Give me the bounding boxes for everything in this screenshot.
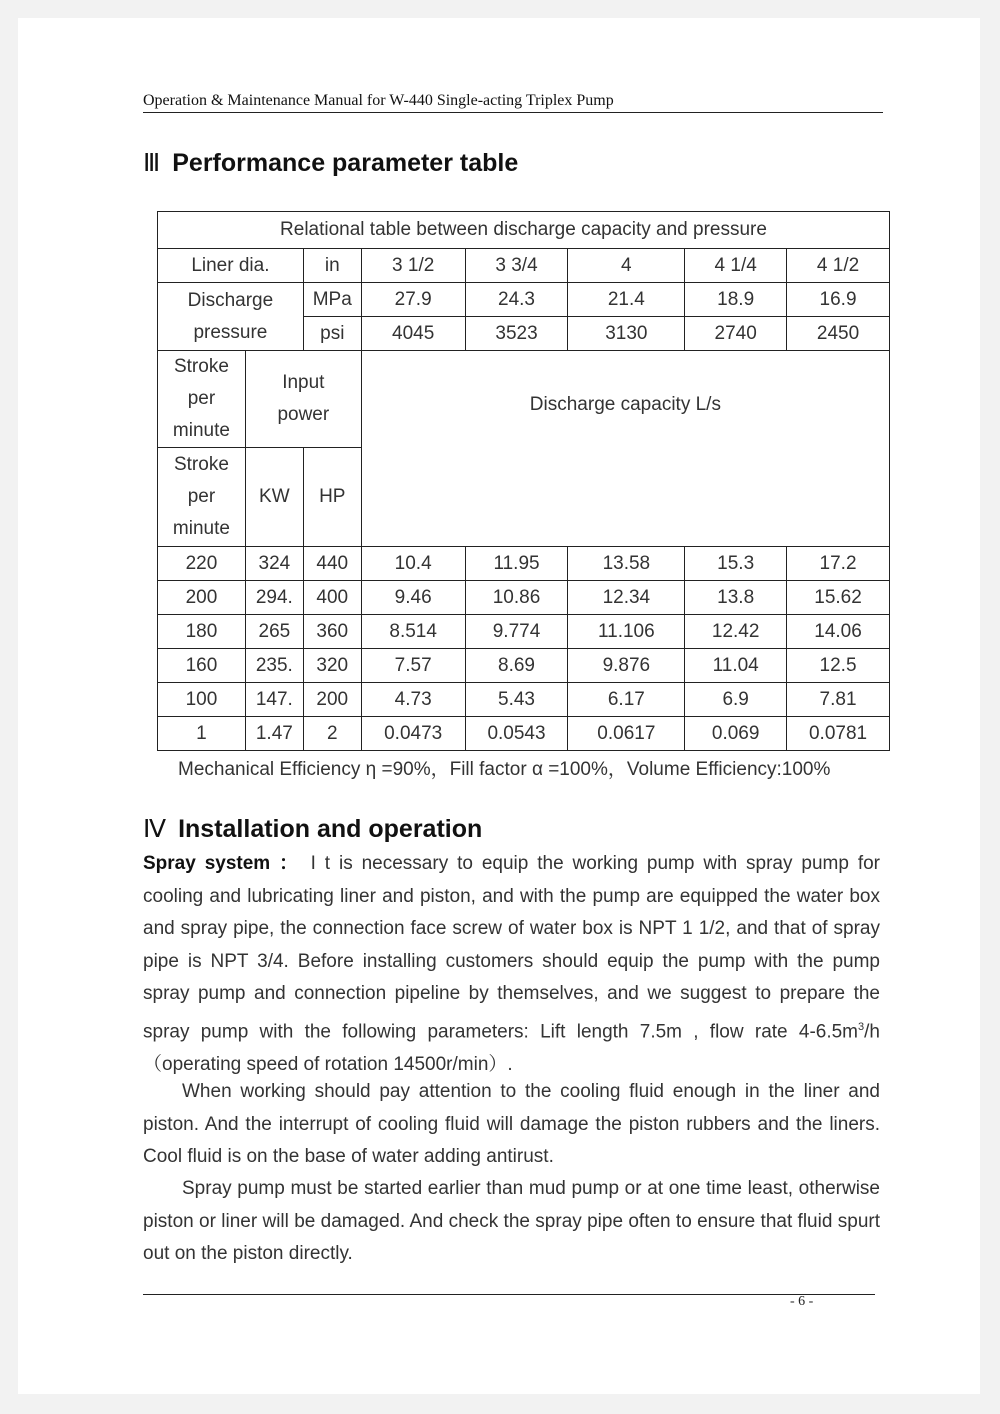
kw-value: 147. <box>245 683 303 717</box>
hp-value: 440 <box>303 547 361 581</box>
hp-value: 200 <box>303 683 361 717</box>
pressure-mpa: 27.9 <box>361 283 465 317</box>
mpa-unit: MPa <box>303 283 361 317</box>
discharge-capacity-label: Discharge capacity L/s <box>361 351 889 547</box>
capacity-value: 12.34 <box>568 581 685 615</box>
capacity-value: 13.8 <box>685 581 787 615</box>
paragraph-cooling: When working should pay attention to the cooling fluid enough in the liner and piston. And the interrupt of cooling fluid will damage the piston rubbers and the liners. Cool fluid is on the base of water adding antirust. <box>143 1081 880 1168</box>
section-title-text: Performance parameter table <box>172 149 519 177</box>
capacity-value: 12.5 <box>787 649 890 683</box>
liner-size: 3 3/4 <box>465 249 568 283</box>
label-line: power <box>277 404 330 425</box>
spm-value: 100 <box>158 683 246 717</box>
label-line: minute <box>172 518 230 539</box>
performance-table <box>157 211 890 751</box>
capacity-value: 0.0617 <box>568 717 685 751</box>
capacity-value: 12.42 <box>685 615 787 649</box>
label-line: minute <box>172 420 230 441</box>
capacity-value: 8.69 <box>465 649 568 683</box>
hp-value: 2 <box>303 717 361 751</box>
paragraph-lead: Spray system ： <box>143 853 302 874</box>
kw-value: 294. <box>245 581 303 615</box>
psi-unit: psi <box>303 317 361 351</box>
capacity-value: 9.46 <box>361 581 465 615</box>
section-heading-installation <box>143 814 482 844</box>
capacity-value: 5.43 <box>465 683 568 717</box>
spm-value: 1 <box>158 717 246 751</box>
paragraph-text: I t is necessary to equip the working pump with spray pump for cooling and lubricating liner and piston, and with the pump are equipped the water box and spray pipe, the connection face screw of water box is NPT 1 1/2, and that of spray pipe is NPT 3/4. Before installing customers should equip the pump with the pump spray pump and connection pipeline by themselves, and we suggest to prepare the spray pump with the following parameters: Lift length 7.5m , flow rate 4-6.5m <box>143 853 880 1043</box>
pressure-psi: 3130 <box>568 317 685 351</box>
table-footnote: Mechanical Efficiency η =90%，Fill factor α =100%，Volume Efficiency:100% <box>178 759 831 780</box>
pressure-psi: 3523 <box>465 317 568 351</box>
footer-divider <box>143 1294 875 1295</box>
liner-size: 4 1/4 <box>685 249 787 283</box>
pressure-mpa: 21.4 <box>568 283 685 317</box>
label-line: Stroke <box>173 356 229 377</box>
pressure-mpa: 18.9 <box>685 283 787 317</box>
liner-unit: in <box>303 249 361 283</box>
kw-value: 324 <box>245 547 303 581</box>
pressure-mpa: 24.3 <box>465 283 568 317</box>
label-line: pressure <box>193 321 268 343</box>
label-line: Stroke <box>173 454 229 475</box>
spm-value: 220 <box>158 547 246 581</box>
capacity-value: 7.57 <box>361 649 465 683</box>
capacity-value: 0.0781 <box>787 717 890 751</box>
capacity-value: 0.0473 <box>361 717 465 751</box>
running-header: Operation & Maintenance Manual for W-440 Single-acting Triplex Pump <box>143 92 883 113</box>
stroke-per-minute-label <box>158 448 246 547</box>
section-heading-performance <box>143 148 518 178</box>
paragraph-spray-system <box>143 848 880 1081</box>
capacity-value: 15.3 <box>685 547 787 581</box>
capacity-value: 11.04 <box>685 649 787 683</box>
capacity-value: 9.876 <box>568 649 685 683</box>
capacity-value: 10.4 <box>361 547 465 581</box>
table-caption: Relational table between discharge capacity and pressure <box>158 212 890 249</box>
liner-size: 4 1/2 <box>787 249 890 283</box>
liner-dia-label: Liner dia. <box>158 249 304 283</box>
page-number: - 6 - <box>790 1294 814 1309</box>
hp-value: 320 <box>303 649 361 683</box>
kw-value: 1.47 <box>245 717 303 751</box>
label-line: per <box>187 486 216 507</box>
capacity-value: 13.58 <box>568 547 685 581</box>
capacity-value: 15.62 <box>787 581 890 615</box>
label-line: Discharge <box>187 289 274 311</box>
spm-value: 160 <box>158 649 246 683</box>
spm-value: 200 <box>158 581 246 615</box>
section-number: Ⅳ <box>143 816 167 843</box>
liner-size: 3 1/2 <box>361 249 465 283</box>
pressure-psi: 4045 <box>361 317 465 351</box>
label-line: per <box>187 388 216 409</box>
section-title-text: Installation and operation <box>178 815 483 843</box>
capacity-value: 11.95 <box>465 547 568 581</box>
paragraph-text: /h （operating speed of rotation 14500r/min）. <box>143 1021 880 1075</box>
capacity-value: 9.774 <box>465 615 568 649</box>
stroke-per-minute-label <box>158 351 246 448</box>
capacity-value: 4.73 <box>361 683 465 717</box>
capacity-value: 6.17 <box>568 683 685 717</box>
capacity-value: 14.06 <box>787 615 890 649</box>
capacity-value: 10.86 <box>465 581 568 615</box>
capacity-value: 8.514 <box>361 615 465 649</box>
liner-size: 4 <box>568 249 685 283</box>
pressure-psi: 2740 <box>685 317 787 351</box>
paragraph-spray-pump: Spray pump must be started earlier than mud pump or at one time least, otherwise piston or liner will be damaged. And check the spray pipe often to ensure that fluid spurt out on the piston directly. <box>143 1178 880 1265</box>
pressure-psi: 2450 <box>787 317 890 351</box>
capacity-value: 11.106 <box>568 615 685 649</box>
spm-value: 180 <box>158 615 246 649</box>
superscript: 3 <box>858 1020 865 1033</box>
section-number: Ⅲ <box>143 150 161 177</box>
capacity-value: 7.81 <box>787 683 890 717</box>
capacity-value: 6.9 <box>685 683 787 717</box>
kw-label: KW <box>245 448 303 547</box>
hp-label: HP <box>303 448 361 547</box>
input-power-label <box>245 351 361 448</box>
capacity-value: 0.0543 <box>465 717 568 751</box>
hp-value: 400 <box>303 581 361 615</box>
kw-value: 265 <box>245 615 303 649</box>
capacity-value: 0.069 <box>685 717 787 751</box>
pressure-mpa: 16.9 <box>787 283 890 317</box>
kw-value: 235. <box>245 649 303 683</box>
discharge-pressure-label <box>158 283 304 351</box>
label-line: Input <box>282 372 325 393</box>
hp-value: 360 <box>303 615 361 649</box>
capacity-value: 17.2 <box>787 547 890 581</box>
